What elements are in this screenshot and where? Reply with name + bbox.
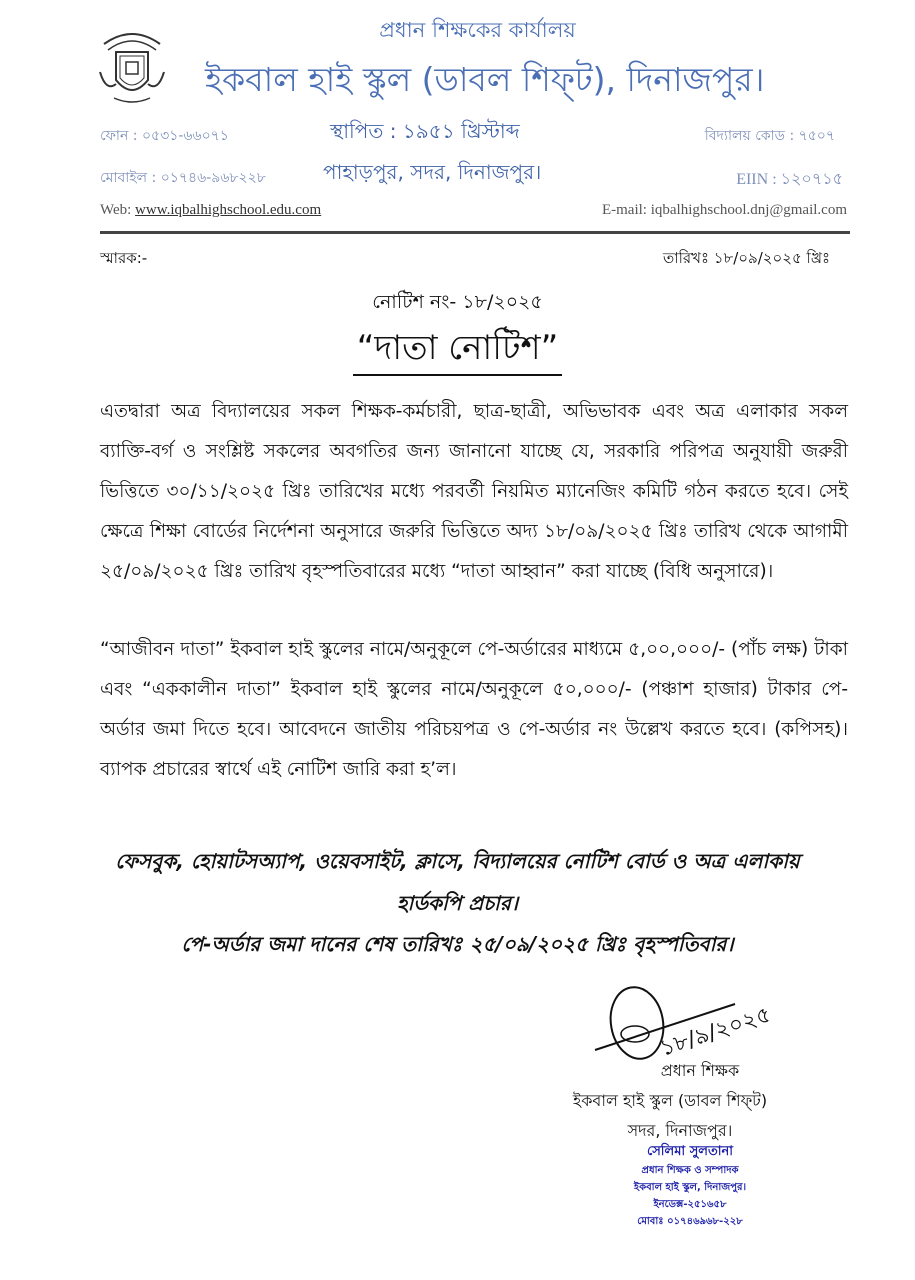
publicity-line-1: ফেসবুক, হোয়াটসঅ্যাপ, ওয়েবসাইট, ক্লাসে, বিদ্যালয়ের নোটিশ বোর্ড ও অত্র এলাকায় xyxy=(115,849,800,873)
signatory-block xyxy=(520,1056,820,1146)
email-address: E-mail: iqbalhighschool.dnj@gmail.com xyxy=(601,202,847,218)
signatory-location: সদর, দিনাজপুর। xyxy=(627,1121,733,1140)
body-paragraph-2: “আজীবন দাতা” ইকবাল হাই স্কুলের নামে/অনুকূলে পে-অর্ডারের মাধ্যমে ৫,০০,০০০/- (পাঁচ লক্ষ) টাকা এবং “এককালীন দাতা” ইকবাল হাই স্কুলের নামে/অনুকূলে ৫০,০০০/- (পঞ্চাশ হাজার) টাকার পে-অর্ডার জমা দিতে হবে। আবেদনে জাতীয় পরিচয়পত্র ও পে-অর্ডার নং উল্লেখ করতে হবে। (কপিসহ)। ব্যাপক প্রচারের স্বার্থে এই নোটিশ জারি করা হ’ল। xyxy=(100,639,848,780)
established-year: স্থাপিত : ১৯৫১ খ্রিস্টাব্দ xyxy=(330,119,520,143)
publicity-line-2: হার্ডকপি প্রচার। xyxy=(397,891,518,915)
notice-date: তারিখঃ ১৮/০৯/২০২৫ খ্রিঃ xyxy=(662,249,830,267)
handwritten-date: ১৮/৯/২০২৫ xyxy=(657,1002,775,1062)
school-code: বিদ্যালয় কোড : ৭৫০৭ xyxy=(704,128,835,144)
signature xyxy=(585,978,805,1068)
notice-title xyxy=(0,322,915,379)
website-link[interactable]: www.iqbalhighschool.edu.com xyxy=(135,202,322,218)
eiin-number: EIIN : ১২০৭১৫ xyxy=(736,171,843,188)
phone-number: ফোন : ০৫৩১-৬৬০৭১ xyxy=(100,128,229,144)
deadline-note: পে-অর্ডার জমা দানের শেষ তারিখঃ ২৫/০৯/২০২৫ খ্রিঃ বৃহস্পতিবার। xyxy=(181,932,734,956)
notice-number: নোটিশ নং- ১৮/২০২৫ xyxy=(372,291,543,313)
notice-title-text: “দাতা নোটিশ” xyxy=(353,328,562,376)
website xyxy=(100,202,321,219)
official-stamp xyxy=(600,1142,780,1231)
stamp-school: ইকবাল হাই স্কুল, দিনাজপুর। xyxy=(633,1182,747,1193)
signatory-designation: প্রধান শিক্ষক xyxy=(660,1061,740,1080)
address: পাহাড়পুর, সদর, দিনাজপুর। xyxy=(323,160,542,184)
school-name: ইকবাল হাই স্কুল (ডাবল শিফ্‌ট), দিনাজপুর। xyxy=(205,60,765,99)
memo-reference: স্মারক:- xyxy=(100,249,148,267)
signatory-school: ইকবাল হাই স্কুল (ডাবল শিফ্‌ট) xyxy=(572,1091,768,1110)
publicity-note xyxy=(0,840,915,924)
stamp-name: সেলিমা সুলতানা xyxy=(646,1144,734,1159)
web-label: Web: xyxy=(100,202,136,218)
body-paragraph-1: এতদ্বারা অত্র বিদ্যালয়ের সকল শিক্ষক-কর্মচারী, ছাত্র-ছাত্রী, অভিভাবক এবং অত্র এলাকার সকল ব্যাক্তি-বর্গ ও সংশ্লিষ্ট সকলের অবগতির জন্য জানানো যাচ্ছে যে, সরকারি পরিপত্র অনুযায়ী জরুরী ভিত্তিতে ৩০/১১/২০২৫ খ্রিঃ তারিখের মধ্যে পরবর্তী নিয়মিত ম্যানেজিং কমিটি গঠন করতে হবে। সেই ক্ষেত্রে শিক্ষা বোর্ডের নির্দেশনা অনুসারে জরুরি ভিত্তিতে অদ্য ১৮/০৯/২০২৫ খ্রিঃ তারিখ থেকে আগামী ২৫/০৯/২০২৫ খ্রিঃ তারিখ বৃহস্পতিবারের মধ্যে “দাতা আহ্বান” করা যাচ্ছে (বিধি অনুসারে)। xyxy=(100,401,848,582)
stamp-mobile: মোবাঃ ০১৭৪৬৯৬৮-২২৮ xyxy=(637,1216,743,1227)
signature-icon xyxy=(585,978,805,1068)
office-title: প্রধান শিক্ষকের কার্যালয় xyxy=(379,18,576,42)
mobile-number: মোবাইল : ০১৭৪৬-৯৬৮২২৮ xyxy=(100,170,266,186)
stamp-role: প্রধান শিক্ষক ও সম্পাদক xyxy=(641,1165,739,1176)
header-divider xyxy=(100,231,850,234)
stamp-index: ইনডেক্স-২৫১৬৫৮ xyxy=(653,1199,727,1210)
